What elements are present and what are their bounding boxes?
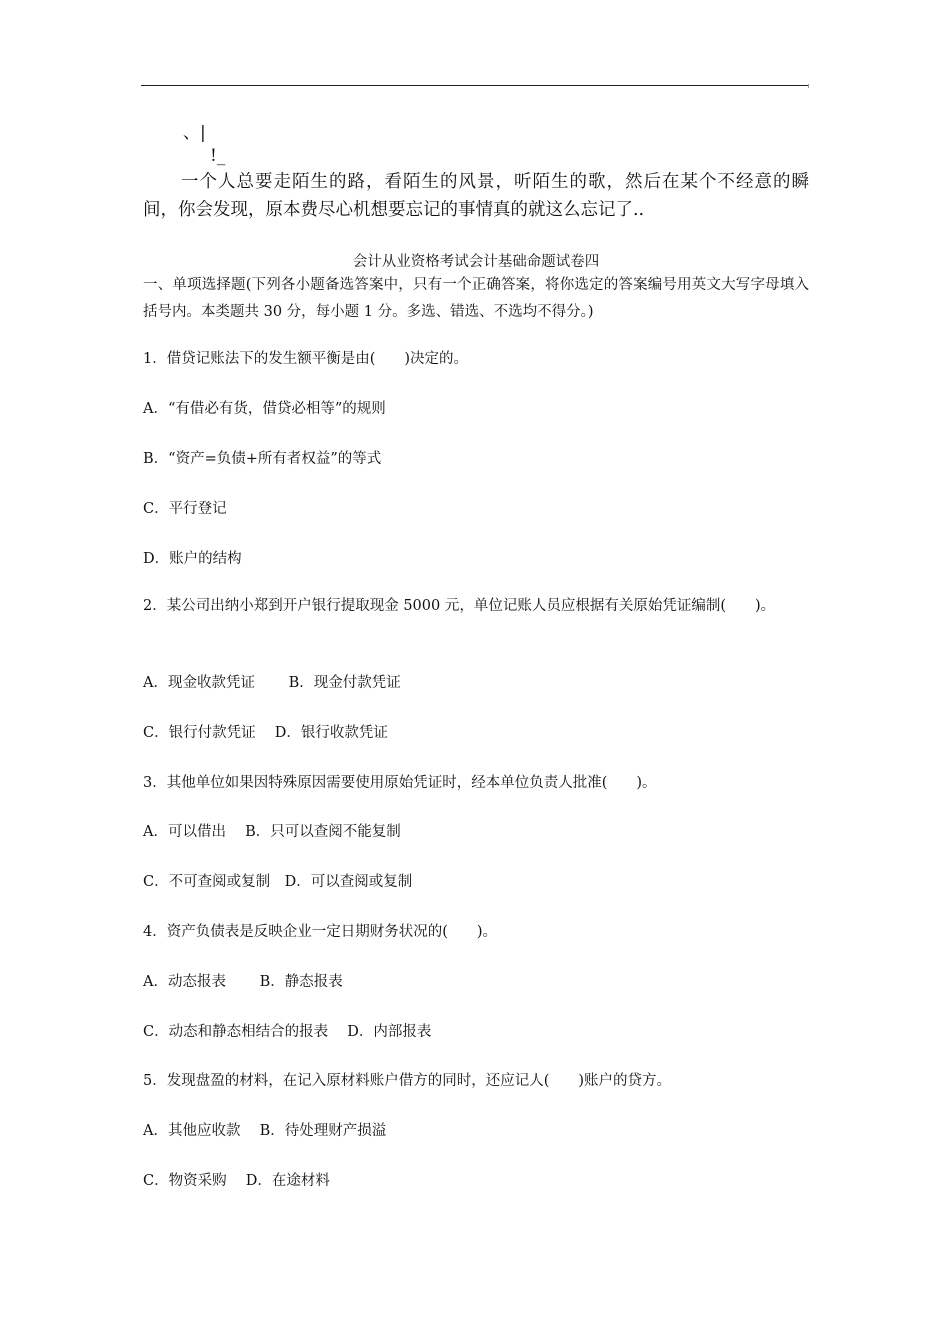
q1-option-c: C．平行登记: [143, 501, 227, 517]
exam-title: 会计从业资格考试会计基础命题试卷四: [352, 254, 600, 270]
question-3: 3．其他单位如果因特殊原因需要使用原始凭证时，经本单位负责人批准( )。: [143, 775, 657, 791]
question-5: 5．发现盘盈的材料，在记入原材料账户借方的同时，还应记人( )账户的贷方。: [143, 1073, 672, 1089]
question-1: 1．借贷记账法下的发生额平衡是由( )决定的。: [143, 351, 469, 367]
q5-options-cd: C．物资采购 D．在途材料: [143, 1173, 330, 1189]
q3-options-cd: C．不可查阅或复制 D．可以查阅或复制: [143, 874, 413, 890]
q2-options-cd: C．银行付款凭证 D．银行收款凭证: [143, 725, 388, 741]
stray-marks-line-1: 、|: [183, 123, 206, 143]
q1-option-d: D．账户的结构: [143, 551, 242, 567]
section-heading: 一、单项选择题(下列各小题备选答案中，只有一个正确答案，将你选定的答案编号用英文大写字母填入括号内。本类题共 30 分，每小题 1 分。多选、错选、不选均不得分。): [143, 277, 809, 320]
q1-option-a: A．“有借必有货，借贷必相等”的规则: [143, 401, 386, 417]
header-rule: [141, 85, 809, 86]
q4-options-cd: C．动态和静态相结合的报表 D．内部报表: [143, 1024, 432, 1040]
header-rule-tick: [808, 84, 809, 88]
question-2: 2．某公司出纳小郑到开户银行提取现金 5000 元，单位记账人员应根据有关原始凭证编制( )。: [143, 598, 776, 614]
q3-options-ab: A．可以借出 B．只可以查阅不能复制: [143, 824, 401, 840]
q1-option-b: B．“资产=负债+所有者权益”的等式: [143, 451, 382, 467]
question-4: 4．资产负债表是反映企业一定日期财务状况的( )。: [143, 924, 498, 940]
stray-marks-line-2: !_: [210, 146, 226, 166]
q2-options-ab: A．现金收款凭证 B．现金付款凭证: [143, 675, 401, 691]
q5-options-ab: A．其他应收款 B．待处理财产损溢: [143, 1123, 387, 1139]
intro-quote: 一个人总要走陌生的路，看陌生的风景，听陌生的歌，然后在某个不经意的瞬间，你会发现，原本费尽心机想要忘记的事情真的就这么忘记了..: [143, 172, 809, 220]
q4-options-ab: A．动态报表 B．静态报表: [143, 974, 343, 990]
